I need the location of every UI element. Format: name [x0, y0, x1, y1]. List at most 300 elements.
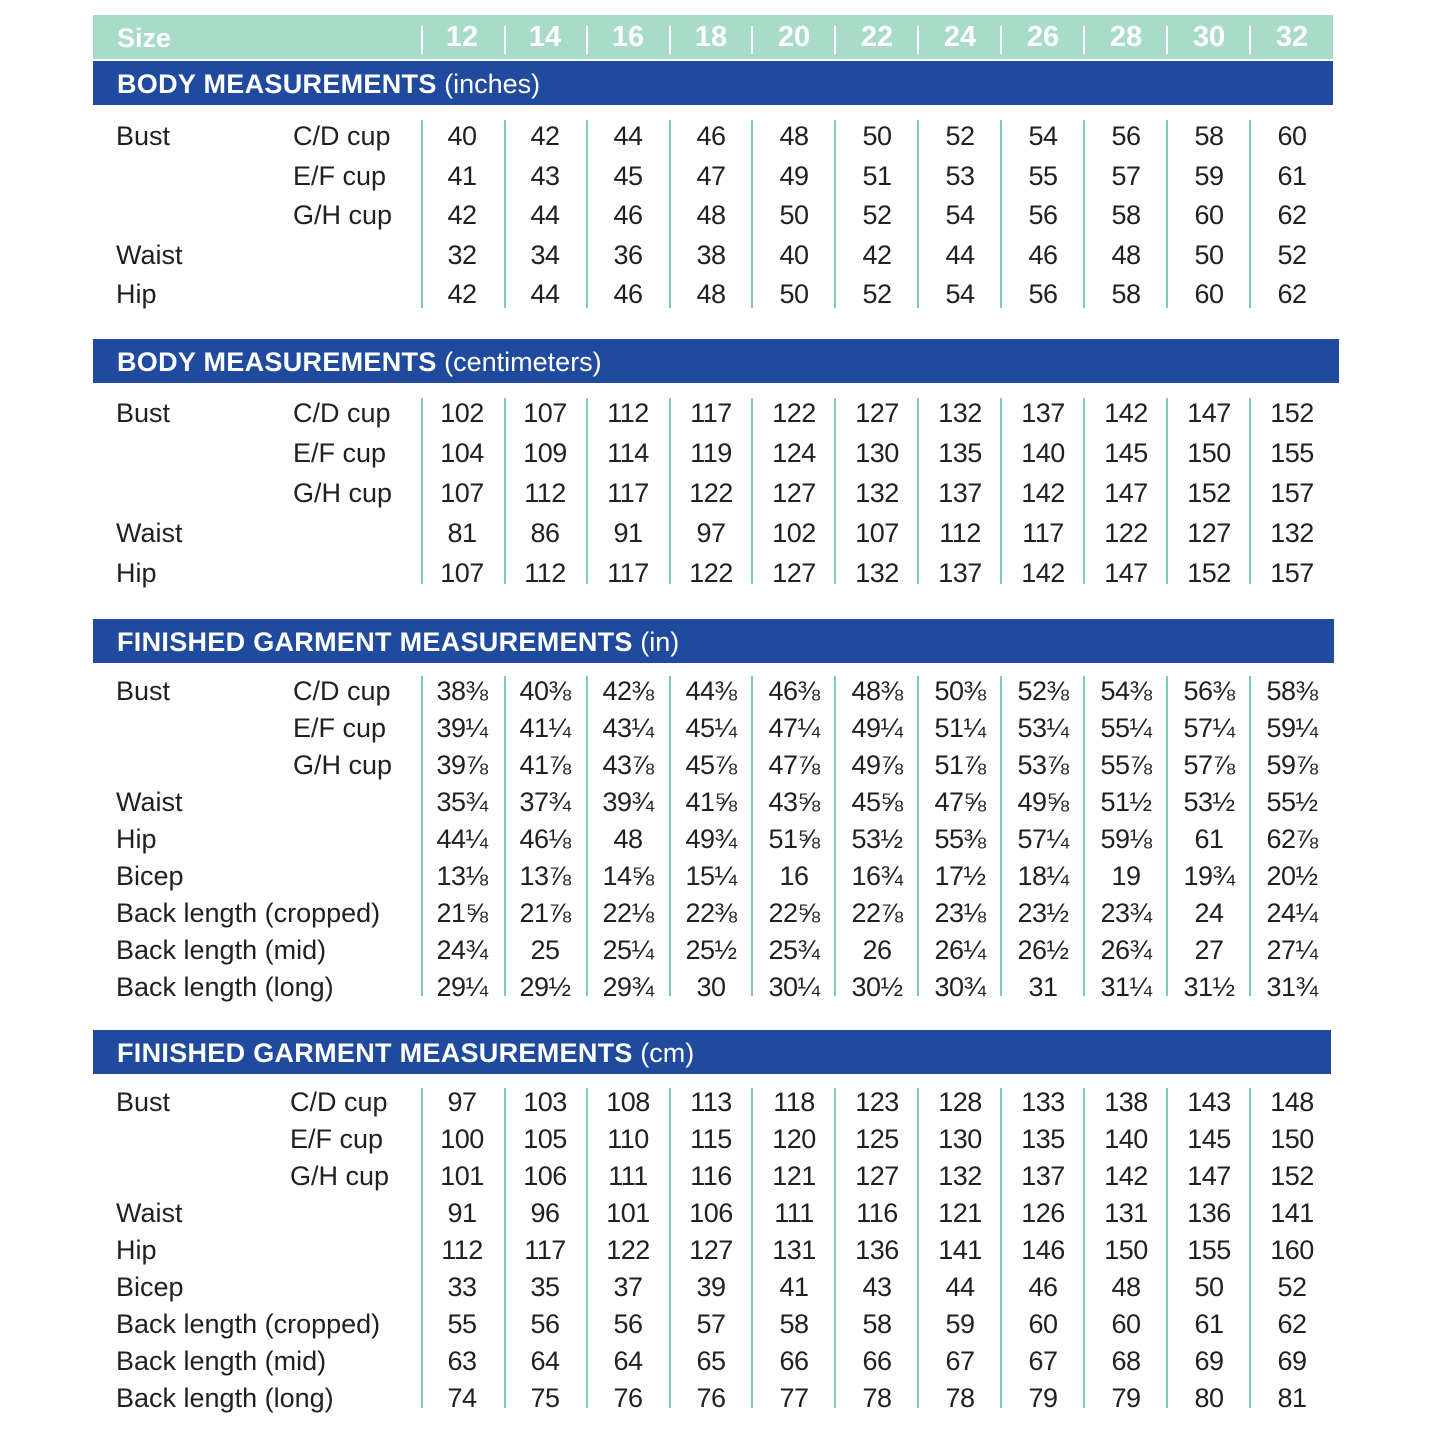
table-cell: 44 — [613, 121, 643, 151]
row-label: Back length (cropped) — [116, 1309, 381, 1339]
table-cell: 65 — [696, 1346, 726, 1376]
section-title-2 — [117, 626, 679, 658]
table-cell: 37 — [613, 1272, 643, 1302]
table-cell: 152 — [1187, 558, 1231, 588]
table-cell: 152 — [1187, 478, 1231, 508]
row-sublabel: G/H cup — [293, 478, 393, 508]
table-cell: 116 — [856, 1198, 898, 1228]
table-cell: 157 — [1270, 478, 1314, 508]
table-cell: 30 — [696, 972, 726, 1002]
table-cell: 80 — [1194, 1383, 1224, 1413]
row-label: Hip — [116, 824, 157, 854]
table-cell: 101 — [440, 1161, 484, 1191]
table-cell: 43⅞ — [602, 750, 654, 780]
table-cell: 61 — [1194, 1309, 1224, 1339]
table-cell: 46⅛ — [519, 824, 571, 854]
table-cell: 37¾ — [519, 787, 571, 817]
table-cell: 67 — [945, 1346, 975, 1376]
table-cell: 46⅜ — [768, 676, 820, 706]
table-cell: 74 — [447, 1383, 477, 1413]
table-cell: 117 — [690, 398, 732, 428]
table-cell: 42 — [447, 279, 477, 309]
row-sublabel: E/F cup — [293, 161, 387, 191]
table-cell: 62 — [1277, 200, 1307, 230]
table-cell: 49¾ — [685, 824, 737, 854]
table-cell: 38⅜ — [436, 676, 488, 706]
size-header-14: 14 — [528, 21, 562, 53]
table-cell: 34 — [530, 240, 560, 270]
table-cell: 59 — [945, 1309, 975, 1339]
table-cell: 56 — [1028, 279, 1058, 309]
row-sublabel: C/D cup — [293, 398, 391, 428]
table-cell: 25¾ — [768, 935, 820, 965]
table-cell: 55¼ — [1100, 713, 1152, 743]
table-cell: 117 — [524, 1235, 566, 1265]
table-cell: 109 — [523, 438, 567, 468]
table-cell: 61 — [1194, 824, 1224, 854]
row-label: Waist — [116, 787, 183, 817]
table-cell: 21⅞ — [519, 898, 571, 928]
table-cell: 79 — [1028, 1383, 1058, 1413]
table-cell: 78 — [945, 1383, 975, 1413]
table-cell: 39¾ — [602, 787, 654, 817]
table-cell: 13⅛ — [436, 861, 488, 891]
table-cell: 24¾ — [436, 935, 488, 965]
table-cell: 127 — [689, 1235, 733, 1265]
table-cell: 18¼ — [1017, 861, 1069, 891]
table-cell: 25½ — [685, 935, 737, 965]
table-cell: 33 — [447, 1272, 477, 1302]
table-cell: 97 — [696, 518, 726, 548]
section-title-main: BODY MEASUREMENTS — [117, 347, 437, 377]
table-cell: 40⅜ — [519, 676, 571, 706]
table-cell: 52 — [862, 279, 892, 309]
table-cell: 50 — [1194, 1272, 1224, 1302]
table-cell: 138 — [1104, 1087, 1148, 1117]
table-cell: 41⅞ — [519, 750, 571, 780]
table-cell: 133 — [1021, 1087, 1065, 1117]
size-header-separator — [1000, 26, 1002, 54]
table-cell: 50 — [1194, 240, 1224, 270]
table-cell: 61 — [1277, 161, 1307, 191]
table-cell: 136 — [855, 1235, 899, 1265]
table-cell: 46 — [613, 200, 643, 230]
table-cell: 127 — [1187, 518, 1231, 548]
table-cell: 57 — [696, 1309, 726, 1339]
table-cell: 79 — [1111, 1383, 1141, 1413]
table-cell: 47⅝ — [934, 787, 986, 817]
table-cell: 53 — [945, 161, 975, 191]
table-cell: 64 — [613, 1346, 643, 1376]
table-cell: 59¼ — [1266, 713, 1318, 743]
table-cell: 60 — [1194, 279, 1224, 309]
table-cell: 140 — [1104, 1124, 1148, 1154]
table-cell: 56⅜ — [1183, 676, 1235, 706]
size-header-separator — [504, 26, 506, 54]
table-cell: 44⅜ — [685, 676, 737, 706]
table-cell: 77 — [779, 1383, 809, 1413]
table-cell: 16 — [779, 861, 809, 891]
table-cell: 50⅜ — [934, 676, 986, 706]
table-cell: 30½ — [851, 972, 903, 1002]
size-header-separator — [917, 26, 919, 54]
table-cell: 32 — [447, 240, 477, 270]
table-cell: 67 — [1028, 1346, 1058, 1376]
table-cell: 137 — [938, 558, 982, 588]
table-cell: 31¼ — [1100, 972, 1152, 1002]
row-label: Hip — [116, 279, 157, 309]
table-cell: 22⅛ — [602, 898, 654, 928]
table-cell: 39 — [696, 1272, 726, 1302]
table-cell: 81 — [447, 518, 477, 548]
table-cell: 31¾ — [1266, 972, 1318, 1002]
table-cell: 54 — [945, 279, 975, 309]
table-cell: 118 — [773, 1087, 815, 1117]
row-label: Waist — [116, 518, 183, 548]
size-header-24: 24 — [943, 21, 977, 53]
table-cell: 64 — [530, 1346, 560, 1376]
table-cell: 121 — [772, 1161, 816, 1191]
table-cell: 131 — [1104, 1198, 1148, 1228]
section-title-unit: (cm) — [632, 1038, 695, 1068]
table-cell: 22⅞ — [851, 898, 903, 928]
table-cell: 58⅜ — [1266, 676, 1318, 706]
table-cell: 38 — [696, 240, 726, 270]
table-cell: 54⅜ — [1100, 676, 1152, 706]
table-cell: 141 — [1270, 1198, 1314, 1228]
table-cell: 58 — [1194, 121, 1224, 151]
size-header-label: Size — [117, 23, 172, 53]
section-title-3 — [117, 1037, 694, 1069]
table-cell: 107 — [440, 558, 484, 588]
table-cell: 55⅜ — [934, 824, 986, 854]
table-cell: 91 — [447, 1198, 477, 1228]
row-sublabel: E/F cup — [293, 438, 387, 468]
table-cell: 107 — [855, 518, 899, 548]
section-title-unit: (inches) — [436, 69, 541, 99]
row-sublabel: G/H cup — [293, 200, 393, 230]
table-cell: 122 — [689, 558, 733, 588]
row-label: Back length (mid) — [116, 1346, 327, 1376]
table-cell: 123 — [855, 1087, 899, 1117]
table-cell: 29½ — [519, 972, 571, 1002]
table-cell: 102 — [440, 398, 484, 428]
row-label: Back length (long) — [116, 972, 334, 1002]
size-header-22: 22 — [860, 21, 894, 53]
size-header-separator — [834, 26, 836, 54]
section-title-0 — [117, 68, 540, 100]
table-cell: 50 — [779, 200, 809, 230]
table-cell: 108 — [606, 1087, 650, 1117]
table-cell: 22⅜ — [685, 898, 737, 928]
table-cell: 40 — [779, 240, 809, 270]
table-cell: 69 — [1194, 1346, 1224, 1376]
table-cell: 58 — [1111, 279, 1141, 309]
table-cell: 145 — [1104, 438, 1148, 468]
table-cell: 57¼ — [1017, 824, 1069, 854]
table-cell: 58 — [779, 1309, 809, 1339]
row-sublabel: E/F cup — [290, 1124, 384, 1154]
row-sublabel: C/D cup — [290, 1087, 388, 1117]
section-title-unit: (centimeters) — [436, 347, 602, 377]
table-cell: 107 — [440, 478, 484, 508]
table-cell: 152 — [1270, 398, 1314, 428]
table-cell: 52 — [1277, 240, 1307, 270]
table-cell: 60 — [1028, 1309, 1058, 1339]
table-cell: 51 — [862, 161, 892, 191]
table-cell: 45¼ — [685, 713, 737, 743]
table-cell: 48⅜ — [851, 676, 903, 706]
table-cell: 150 — [1104, 1235, 1148, 1265]
table-cell: 47⅞ — [768, 750, 820, 780]
table-cell: 56 — [1111, 121, 1141, 151]
table-cell: 157 — [1270, 558, 1314, 588]
table-cell: 19¾ — [1183, 861, 1235, 891]
table-cell: 102 — [772, 518, 816, 548]
table-cell: 147 — [1187, 1161, 1231, 1191]
table-cell: 142 — [1104, 1161, 1148, 1191]
table-cell: 75 — [530, 1383, 560, 1413]
table-cell: 46 — [1028, 240, 1058, 270]
table-cell: 41 — [447, 161, 477, 191]
section-title-main: FINISHED GARMENT MEASUREMENTS — [117, 627, 633, 657]
table-cell: 23½ — [1017, 898, 1069, 928]
row-label: Bicep — [116, 861, 184, 891]
table-cell: 121 — [938, 1198, 982, 1228]
table-cell: 31 — [1028, 972, 1058, 1002]
table-cell: 52⅜ — [1017, 676, 1069, 706]
row-label: Hip — [116, 1235, 157, 1265]
table-cell: 52 — [945, 121, 975, 151]
table-cell: 49¼ — [851, 713, 903, 743]
table-cell: 44 — [945, 1272, 975, 1302]
table-cell: 142 — [1021, 478, 1065, 508]
table-cell: 44 — [530, 200, 560, 230]
table-cell: 148 — [1270, 1087, 1314, 1117]
table-cell: 54 — [1028, 121, 1058, 151]
table-cell: 56 — [530, 1309, 560, 1339]
table-cell: 76 — [696, 1383, 726, 1413]
table-cell: 40 — [447, 121, 477, 151]
table-cell: 45⅞ — [685, 750, 737, 780]
size-header-separator — [421, 26, 423, 54]
table-cell: 26¾ — [1100, 935, 1152, 965]
table-cell: 122 — [1104, 518, 1148, 548]
row-label: Back length (long) — [116, 1383, 334, 1413]
table-cell: 112 — [441, 1235, 483, 1265]
row-sublabel: G/H cup — [290, 1161, 390, 1191]
table-cell: 27 — [1194, 935, 1224, 965]
table-cell: 30¼ — [768, 972, 820, 1002]
table-cell: 127 — [772, 558, 816, 588]
size-header-separator — [751, 26, 753, 54]
table-cell: 53¼ — [1017, 713, 1069, 743]
table-cell: 50 — [862, 121, 892, 151]
table-cell: 46 — [696, 121, 726, 151]
table-cell: 127 — [772, 478, 816, 508]
size-header-separator — [1166, 26, 1168, 54]
table-cell: 86 — [530, 518, 560, 548]
table-cell: 56 — [1028, 200, 1058, 230]
table-cell: 39⅞ — [436, 750, 488, 780]
table-cell: 136 — [1187, 1198, 1231, 1228]
table-cell: 52 — [862, 200, 892, 230]
table-cell: 23¾ — [1100, 898, 1152, 928]
row-label: Back length (mid) — [116, 935, 327, 965]
size-header-18: 18 — [694, 21, 728, 53]
table-cell: 53½ — [851, 824, 903, 854]
row-label: Bust — [116, 398, 171, 428]
table-cell: 57¼ — [1183, 713, 1235, 743]
table-cell: 19 — [1111, 861, 1141, 891]
table-cell: 49 — [779, 161, 809, 191]
table-cell: 117 — [607, 558, 649, 588]
table-cell: 127 — [855, 398, 899, 428]
table-cell: 48 — [1111, 240, 1141, 270]
table-cell: 42 — [530, 121, 560, 151]
table-cell: 48 — [1111, 1272, 1141, 1302]
table-cell: 111 — [608, 1161, 648, 1191]
table-cell: 147 — [1104, 478, 1148, 508]
table-cell: 43⅝ — [768, 787, 820, 817]
table-cell: 58 — [1111, 200, 1141, 230]
size-header-separator — [1083, 26, 1085, 54]
table-cell: 14⅝ — [602, 861, 654, 891]
table-cell: 130 — [938, 1124, 982, 1154]
table-cell: 55½ — [1266, 787, 1318, 817]
table-cell: 49⅞ — [851, 750, 903, 780]
table-cell: 110 — [607, 1124, 649, 1154]
table-cell: 55 — [447, 1309, 477, 1339]
table-cell: 62⅞ — [1266, 824, 1318, 854]
table-cell: 115 — [690, 1124, 732, 1154]
table-cell: 57⅞ — [1183, 750, 1235, 780]
section-title-main: BODY MEASUREMENTS — [117, 69, 437, 99]
size-header-separator — [669, 26, 671, 54]
table-cell: 42 — [447, 200, 477, 230]
table-cell: 26 — [862, 935, 892, 965]
table-cell: 137 — [1021, 1161, 1065, 1191]
table-cell: 135 — [938, 438, 982, 468]
table-cell: 60 — [1111, 1309, 1141, 1339]
table-cell: 122 — [772, 398, 816, 428]
row-sublabel: G/H cup — [293, 750, 393, 780]
row-sublabel: C/D cup — [293, 121, 391, 151]
table-cell: 58 — [862, 1309, 892, 1339]
table-cell: 22⅝ — [768, 898, 820, 928]
table-cell: 69 — [1277, 1346, 1307, 1376]
size-header-30: 30 — [1192, 21, 1226, 53]
table-cell: 62 — [1277, 279, 1307, 309]
table-cell: 53⅞ — [1017, 750, 1069, 780]
table-cell: 27¼ — [1266, 935, 1318, 965]
table-cell: 150 — [1270, 1124, 1314, 1154]
row-sublabel: E/F cup — [293, 713, 387, 743]
table-cell: 147 — [1187, 398, 1231, 428]
table-cell: 104 — [440, 438, 484, 468]
table-cell: 41⅝ — [685, 787, 737, 817]
table-cell: 106 — [689, 1198, 733, 1228]
table-cell: 52 — [1277, 1272, 1307, 1302]
table-cell: 103 — [523, 1087, 567, 1117]
table-cell: 66 — [862, 1346, 892, 1376]
table-cell: 132 — [855, 478, 899, 508]
table-cell: 60 — [1277, 121, 1307, 151]
table-cell: 119 — [690, 438, 732, 468]
section-title-1 — [117, 346, 602, 378]
table-cell: 130 — [855, 438, 899, 468]
table-cell: 160 — [1270, 1235, 1314, 1265]
table-cell: 124 — [772, 438, 816, 468]
table-cell: 44 — [530, 279, 560, 309]
table-cell: 45 — [613, 161, 643, 191]
table-cell: 100 — [440, 1124, 484, 1154]
table-cell: 116 — [690, 1161, 732, 1191]
table-cell: 120 — [772, 1124, 816, 1154]
size-header-separator — [586, 26, 588, 54]
table-cell: 117 — [1022, 518, 1064, 548]
table-cell: 17½ — [934, 861, 986, 891]
row-label: Bust — [116, 676, 171, 706]
table-cell: 112 — [524, 478, 566, 508]
table-cell: 132 — [855, 558, 899, 588]
table-cell: 23⅛ — [934, 898, 986, 928]
table-cell: 55⅞ — [1100, 750, 1152, 780]
table-cell: 43¼ — [602, 713, 654, 743]
table-cell: 132 — [938, 398, 982, 428]
table-cell: 46 — [613, 279, 643, 309]
table-cell: 107 — [523, 398, 567, 428]
table-cell: 51⅝ — [768, 824, 820, 854]
table-cell: 122 — [689, 478, 733, 508]
table-cell: 49⅝ — [1017, 787, 1069, 817]
table-cell: 29¼ — [436, 972, 488, 1002]
table-cell: 59⅛ — [1100, 824, 1152, 854]
table-cell: 16¾ — [851, 861, 903, 891]
row-label: Hip — [116, 558, 157, 588]
table-cell: 41¼ — [519, 713, 571, 743]
table-cell: 57 — [1111, 161, 1141, 191]
table-cell: 155 — [1187, 1235, 1231, 1265]
table-cell: 111 — [774, 1198, 814, 1228]
table-cell: 113 — [690, 1087, 732, 1117]
row-label: Bust — [116, 1087, 171, 1117]
table-cell: 127 — [855, 1161, 899, 1191]
table-cell: 48 — [696, 279, 726, 309]
table-cell: 13⅞ — [519, 861, 571, 891]
table-cell: 68 — [1111, 1346, 1141, 1376]
table-cell: 150 — [1187, 438, 1231, 468]
table-cell: 36 — [613, 240, 643, 270]
row-label: Waist — [116, 1198, 183, 1228]
table-cell: 76 — [613, 1383, 643, 1413]
table-cell: 137 — [938, 478, 982, 508]
table-cell: 105 — [523, 1124, 567, 1154]
table-cell: 24¼ — [1266, 898, 1318, 928]
table-cell: 122 — [606, 1235, 650, 1265]
table-cell: 35 — [530, 1272, 560, 1302]
table-cell: 26½ — [1017, 935, 1069, 965]
table-cell: 66 — [779, 1346, 809, 1376]
table-cell: 117 — [607, 478, 649, 508]
size-header-32: 32 — [1275, 21, 1309, 53]
size-header-26: 26 — [1026, 21, 1060, 53]
table-cell: 29¾ — [602, 972, 654, 1002]
table-cell: 143 — [1187, 1087, 1231, 1117]
table-cell: 140 — [1021, 438, 1065, 468]
table-cell: 132 — [938, 1161, 982, 1191]
table-cell: 152 — [1270, 1161, 1314, 1191]
